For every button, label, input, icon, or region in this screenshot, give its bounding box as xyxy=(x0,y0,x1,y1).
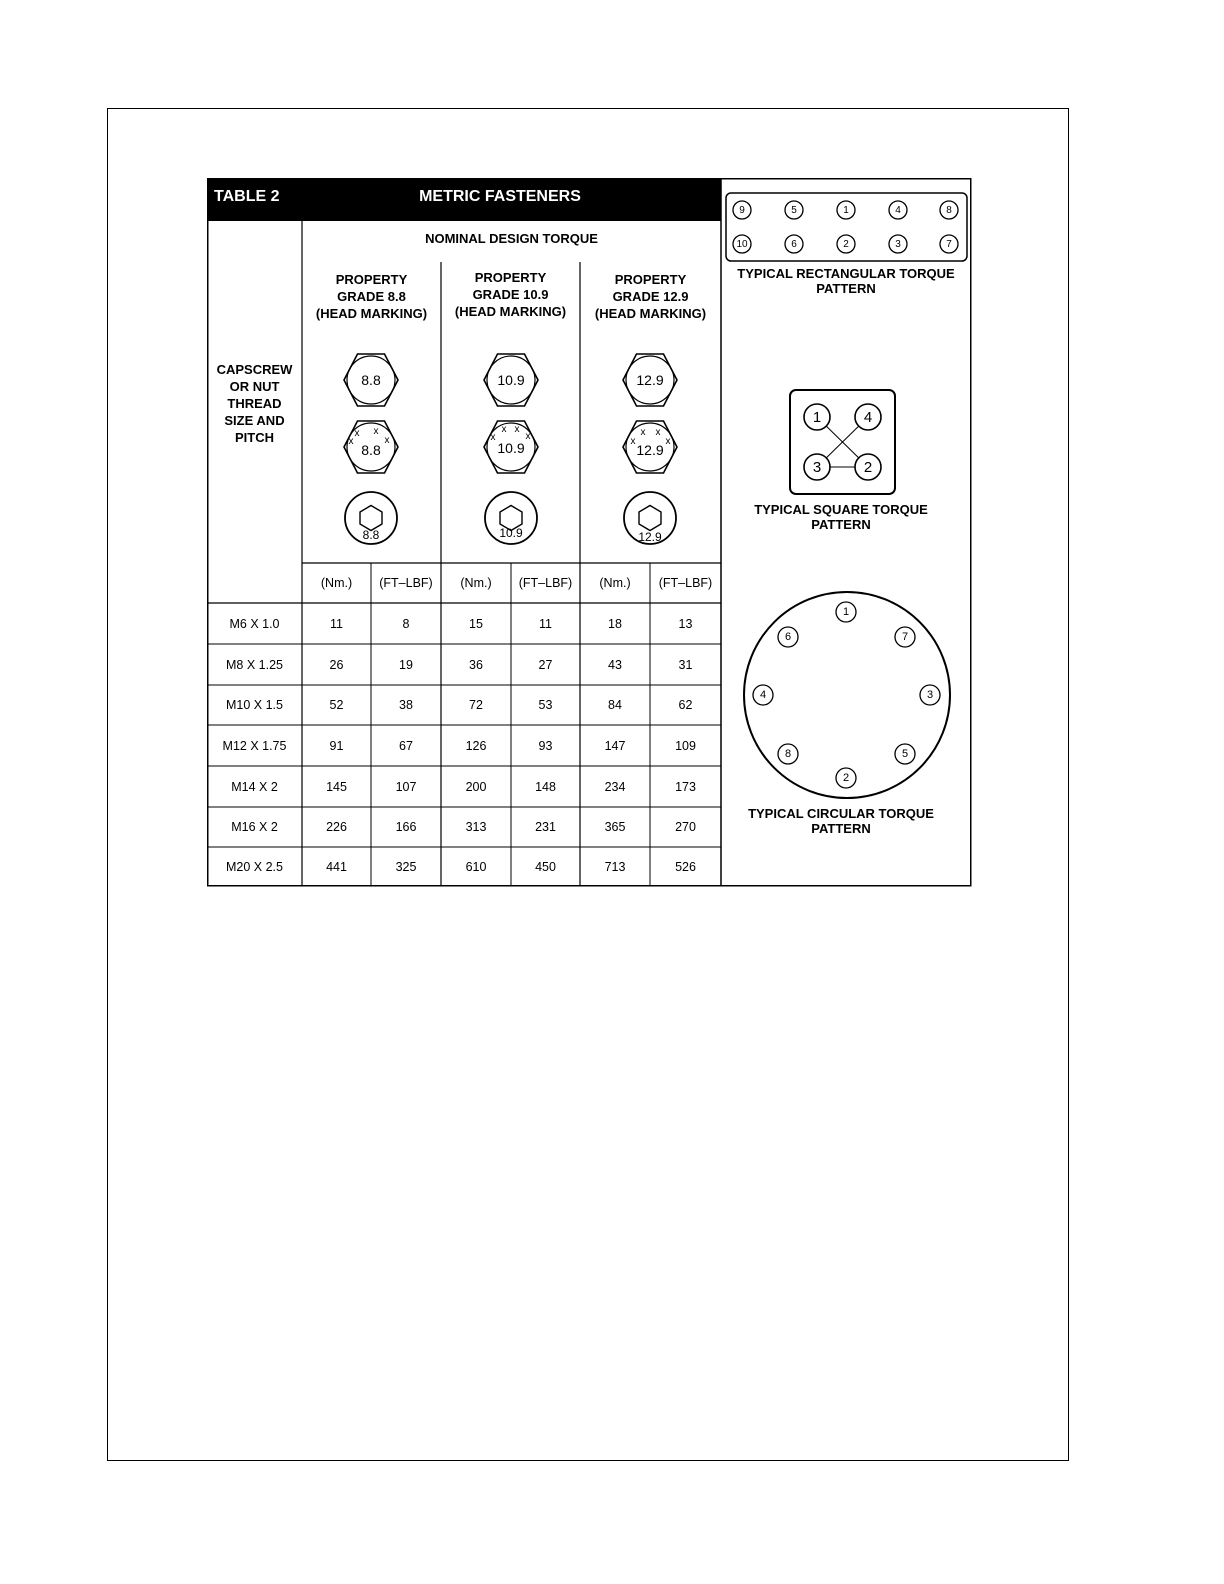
bolt-number: 6 xyxy=(784,631,792,643)
head-mark-8-8-marked: 8.8 xyxy=(361,442,381,458)
torque-value: 173 xyxy=(675,779,696,794)
head-mark-10-9: 10.9 xyxy=(497,372,525,388)
bolt-number: 2 xyxy=(843,238,849,250)
bolt-number: 1 xyxy=(843,204,849,216)
unit-header: (FT–LBF) xyxy=(658,576,713,590)
square-bolt-number: 4 xyxy=(863,408,873,426)
torque-value: 145 xyxy=(326,779,347,794)
table-label: TABLE 2 xyxy=(214,188,280,205)
torque-value: 234 xyxy=(604,779,626,794)
torque-value: 93 xyxy=(538,738,553,753)
socket-mark-12-9: 12.9 xyxy=(638,530,662,544)
row-size: M10 X 1.5 xyxy=(226,698,283,712)
head-mark-10-9-marked: 10.9 xyxy=(497,440,525,456)
torque-value: 84 xyxy=(608,698,622,712)
head-mark-8-8: 8.8 xyxy=(361,372,381,388)
bolt-number: 4 xyxy=(759,689,767,701)
torque-value: 26 xyxy=(329,657,344,672)
table-title: METRIC FASTENERS xyxy=(419,188,581,205)
torque-value: 53 xyxy=(538,698,553,712)
torque-value: 8 xyxy=(402,616,410,631)
square-pattern-caption: TYPICAL SQUARE TORQUE PATTERN xyxy=(754,502,928,532)
torque-value: 325 xyxy=(395,859,417,874)
bolt-number: 8 xyxy=(946,204,952,216)
bolt-number: 3 xyxy=(926,689,934,701)
bolt-number: 6 xyxy=(791,238,797,250)
torque-value: 231 xyxy=(535,820,556,834)
bolt-number: 2 xyxy=(842,772,850,784)
torque-value: 126 xyxy=(465,738,487,753)
row-size: M20 X 2.5 xyxy=(226,859,283,874)
x-mark: x xyxy=(490,431,496,443)
nominal-torque-header: NOMINAL DESIGN TORQUE xyxy=(425,231,598,246)
torque-value: 200 xyxy=(465,779,487,794)
x-mark: x xyxy=(373,425,379,437)
torque-value: 19 xyxy=(399,657,413,672)
torque-value: 526 xyxy=(675,859,696,874)
socket-mark-10-9: 10.9 xyxy=(499,526,523,540)
rectangular-pattern-caption: TYPICAL RECTANGULAR TORQUE PATTERN xyxy=(737,266,955,296)
grade-header-8-8: PROPERTY GRADE 8.8 (HEAD MARKING) xyxy=(315,272,428,321)
unit-header: (Nm.) xyxy=(460,576,492,590)
torque-value: 11 xyxy=(539,616,552,631)
torque-value: 36 xyxy=(469,657,483,672)
socket-mark-8-8: 8.8 xyxy=(362,528,380,542)
unit-header: (Nm.) xyxy=(320,576,353,590)
torque-value: 441 xyxy=(326,859,347,874)
torque-value: 610 xyxy=(465,859,487,874)
bolt-number: 10 xyxy=(736,238,748,250)
bolt-number: 9 xyxy=(739,204,745,216)
square-bolt-number: 2 xyxy=(863,458,873,476)
bolt-number: 3 xyxy=(895,238,901,250)
torque-value: 11 xyxy=(330,616,343,631)
torque-value: 226 xyxy=(326,820,347,834)
torque-value: 365 xyxy=(604,820,626,834)
torque-value: 15 xyxy=(469,616,483,631)
unit-header: (Nm.) xyxy=(599,576,631,590)
x-mark: x xyxy=(354,427,360,439)
row-size: M8 X 1.25 xyxy=(226,657,283,672)
x-mark: x xyxy=(501,423,507,435)
size-header: CAPSCREW OR NUT THREAD SIZE AND PITCH xyxy=(216,362,293,445)
torque-value: 313 xyxy=(465,820,487,834)
bolt-number: 4 xyxy=(895,204,901,216)
x-mark: x xyxy=(348,435,354,447)
bolt-number: 8 xyxy=(784,748,792,760)
bolt-number: 7 xyxy=(946,238,952,250)
torque-value: 18 xyxy=(608,616,622,631)
row-size: M16 X 2 xyxy=(231,820,278,834)
square-bolt-number: 3 xyxy=(812,458,822,476)
torque-value: 107 xyxy=(395,779,417,794)
x-mark: x xyxy=(514,423,520,435)
torque-value: 91 xyxy=(329,738,344,753)
x-mark: x xyxy=(384,434,390,446)
row-size: M12 X 1.75 xyxy=(222,738,287,753)
bolt-number: 5 xyxy=(901,748,909,760)
torque-value: 38 xyxy=(399,698,413,712)
metric-fasteners-figure xyxy=(207,178,971,886)
torque-value: 67 xyxy=(399,738,413,753)
torque-value: 62 xyxy=(678,698,693,712)
torque-value: 109 xyxy=(675,738,696,753)
torque-value: 52 xyxy=(329,698,344,712)
row-size: M6 X 1.0 xyxy=(229,616,280,631)
head-mark-12-9-marked: 12.9 xyxy=(636,442,664,458)
unit-header: (FT–LBF) xyxy=(379,576,433,590)
torque-value: 31 xyxy=(678,657,693,672)
torque-value: 450 xyxy=(535,859,556,874)
x-mark: x xyxy=(655,426,661,438)
torque-value: 72 xyxy=(469,698,483,712)
x-mark: x xyxy=(665,435,671,447)
torque-value: 713 xyxy=(604,859,626,874)
circular-pattern-caption: TYPICAL CIRCULAR TORQUE PATTERN xyxy=(748,806,934,836)
unit-header: (FT–LBF) xyxy=(518,576,573,590)
head-mark-12-9: 12.9 xyxy=(636,372,664,388)
torque-value: 148 xyxy=(535,779,556,794)
x-mark: x xyxy=(525,430,531,442)
x-mark: x xyxy=(630,435,636,447)
bolt-number: 5 xyxy=(791,204,797,216)
bolt-number: 1 xyxy=(842,606,850,618)
grade-header-10-9: PROPERTY GRADE 10.9 (HEAD MARKING) xyxy=(454,270,567,319)
grade-header-12-9: PROPERTY GRADE 12.9 (HEAD MARKING) xyxy=(594,272,707,321)
torque-value: 27 xyxy=(538,657,553,672)
torque-value: 43 xyxy=(608,657,622,672)
torque-value: 147 xyxy=(604,738,626,753)
torque-value: 166 xyxy=(395,820,417,834)
row-size: M14 X 2 xyxy=(231,779,278,794)
torque-value: 13 xyxy=(678,616,693,631)
bolt-number: 7 xyxy=(901,631,909,643)
x-mark: x xyxy=(640,426,646,438)
torque-value: 270 xyxy=(675,820,696,834)
square-bolt-number: 1 xyxy=(812,408,822,426)
